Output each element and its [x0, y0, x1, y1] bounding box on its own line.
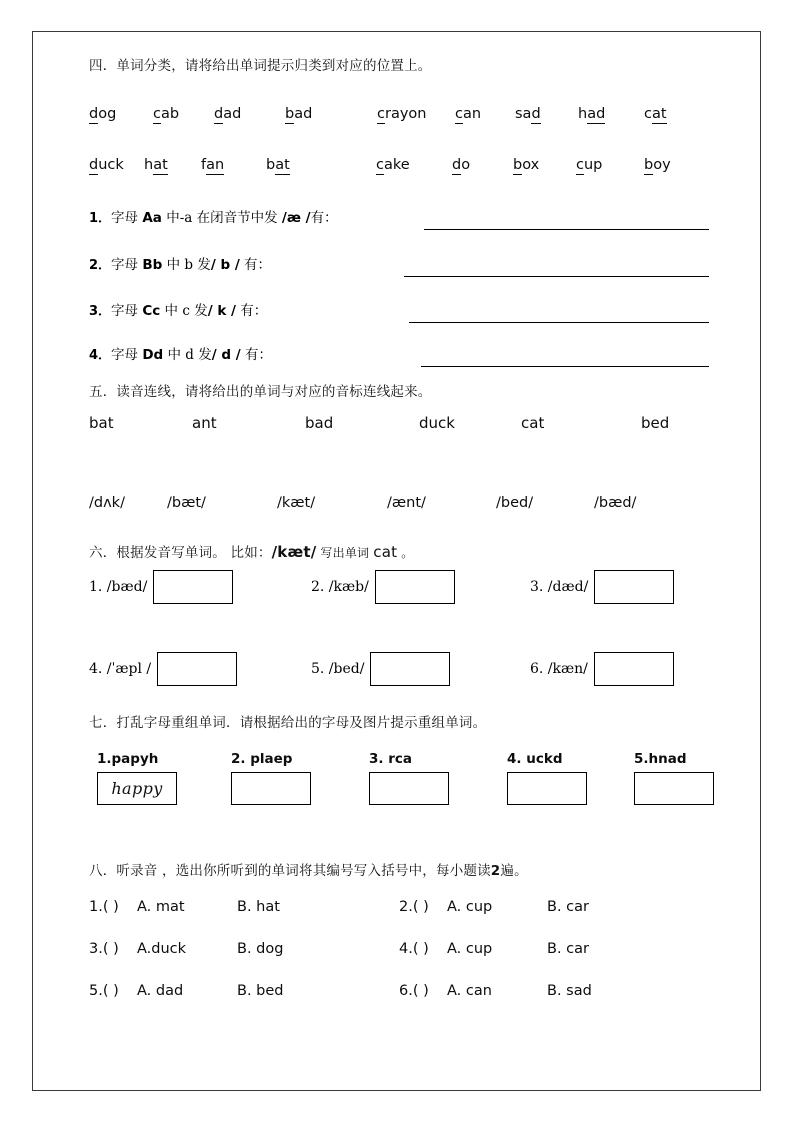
section-four-heading: 四．单词分类，请将给出单词提示归类到对应的位置上。 — [89, 58, 432, 74]
question-text-c: 有： — [240, 347, 272, 363]
phonetic-write-item — [530, 652, 674, 686]
listening-option-b[interactable]: B. car — [547, 899, 589, 915]
question-sound: /æ / — [281, 210, 311, 226]
question-line-1 — [89, 206, 709, 232]
question-number: 1． — [89, 211, 112, 226]
section-eight-heading-part-a: 八．听录音 ，选出你所听到的单词将其编号写入括号中，每小题读 — [89, 863, 491, 879]
question-number: 4． — [89, 348, 112, 363]
scrambled-word-item — [634, 751, 714, 805]
underlined-letters: d — [531, 106, 541, 122]
matching-phonetic[interactable]: /dʌk/ — [89, 495, 125, 511]
underlined-letters: c — [153, 106, 161, 122]
question-text-b: 中 d 发 — [163, 347, 212, 363]
question-sound: / d / — [211, 347, 241, 363]
section-six-heading — [89, 541, 413, 561]
answer-box[interactable] — [369, 772, 449, 805]
question-line-2 — [89, 253, 709, 279]
underlined-letters: d — [89, 106, 99, 122]
answer-box[interactable] — [507, 772, 587, 805]
listening-answer-blank[interactable]: 5.( ) — [89, 983, 119, 999]
scrambled-word-item — [369, 751, 449, 805]
phonetic-write-item — [311, 570, 455, 604]
underlined-letters: d — [214, 106, 224, 122]
section-seven-row — [89, 751, 709, 821]
question-prompt — [89, 343, 272, 363]
answer-box[interactable] — [370, 652, 450, 686]
question-letters: Dd — [142, 347, 164, 363]
underlined-letters: d — [89, 157, 99, 173]
phonetic-label: 3. /dæd/ — [530, 579, 589, 595]
listening-row-1 — [89, 899, 709, 925]
section-six-row-2 — [89, 652, 709, 692]
section-eight-heading-part-b: 遍。 — [500, 863, 528, 879]
answer-box[interactable] — [375, 570, 455, 604]
answer-rule-line[interactable] — [409, 322, 709, 323]
phonetic-label: 6. /kæn/ — [530, 661, 588, 677]
word-bank-item: cat — [644, 106, 667, 122]
word-bank-item: had — [578, 106, 606, 122]
worksheet-page-border — [32, 31, 761, 1091]
answer-box[interactable] — [157, 652, 237, 686]
section-six-heading-part-b: 写出单词 — [316, 546, 374, 560]
word-bank-item: dog — [89, 106, 117, 122]
matching-phonetic[interactable]: /bæt/ — [167, 495, 206, 511]
question-number: 2． — [89, 258, 112, 273]
matching-word[interactable]: cat — [521, 414, 545, 432]
underlined-letters: c — [377, 106, 385, 122]
question-text-b: 中 b 发 — [162, 257, 211, 273]
answer-box[interactable] — [594, 652, 674, 686]
phonetic-label: 4. /ˈæpl / — [89, 661, 152, 677]
question-text-a: 字母 — [111, 347, 143, 363]
scrambled-letters-label: 1.papyh — [97, 751, 159, 767]
underlined-letters: at — [275, 157, 290, 173]
answer-box[interactable] — [594, 570, 674, 604]
word-bank-item: cab — [153, 106, 180, 122]
section-seven-heading: 七．打乱字母重组单词．请根据给出的字母及图片提示重组单词。 — [89, 715, 487, 731]
question-prompt — [89, 253, 271, 273]
question-letters: Bb — [142, 257, 163, 273]
word-bank-item: bad — [285, 106, 313, 122]
scrambled-letters-label: 4. uckd — [507, 751, 563, 767]
handwritten-answer: happy — [111, 779, 163, 798]
scrambled-letters-label: 5.hnad — [634, 751, 687, 767]
answer-rule-line[interactable] — [424, 229, 709, 230]
section-eight-repeat-count: 2 — [490, 863, 501, 879]
scrambled-letters-label: 2. plaep — [231, 751, 293, 767]
word-bank-item: cup — [576, 157, 603, 173]
scrambled-word-item — [231, 751, 311, 805]
question-text-b: 中 c 发 — [160, 303, 208, 319]
word-bank-item: crayon — [377, 106, 427, 122]
listening-option-b[interactable]: B. bed — [237, 983, 284, 999]
phonetic-write-item — [89, 652, 237, 686]
word-bank-item: dad — [214, 106, 242, 122]
listening-option-a[interactable]: A. cup — [447, 941, 493, 957]
section-six-example-word: cat — [373, 543, 398, 561]
listening-row-2 — [89, 941, 709, 967]
listening-answer-blank[interactable]: 3.( ) — [89, 941, 119, 957]
word-bank-item: fan — [201, 157, 225, 173]
matching-word[interactable]: bat — [89, 414, 114, 432]
matching-phonetic[interactable]: /kæt/ — [277, 495, 316, 511]
word-bank-item: duck — [89, 157, 124, 173]
underlined-letters: b — [285, 106, 295, 122]
question-sound: / k / — [207, 303, 236, 319]
phonetic-label: 2. /kæb/ — [311, 579, 369, 595]
listening-option-b[interactable]: B. dog — [237, 941, 284, 957]
scrambled-word-item — [97, 751, 177, 805]
underlined-letters: c — [455, 106, 463, 122]
listening-option-a[interactable]: A. can — [447, 983, 492, 999]
question-prompt — [89, 206, 338, 226]
answer-box[interactable] — [231, 772, 311, 805]
underlined-letters: b — [644, 157, 654, 173]
answer-box[interactable] — [153, 570, 233, 604]
underlined-letters: an — [206, 157, 225, 173]
matching-phonetic[interactable]: /ænt/ — [387, 495, 426, 511]
question-text-c: 有： — [239, 257, 272, 273]
question-line-3 — [89, 299, 709, 325]
question-prompt — [89, 299, 267, 319]
section-six-example-phonetic: /kæt/ — [271, 543, 317, 561]
phonetic-write-item — [311, 652, 450, 686]
listening-option-b[interactable]: B. hat — [237, 899, 280, 915]
underlined-letters: at — [651, 106, 667, 122]
section-six-heading-part-c: 。 — [397, 546, 414, 560]
section-five-words-row — [89, 414, 709, 438]
answer-rule-line[interactable] — [404, 276, 709, 277]
question-line-4 — [89, 343, 709, 369]
listening-row-3 — [89, 983, 709, 1009]
word-bank-item: box — [513, 157, 540, 173]
scrambled-letters-label: 3. rca — [369, 751, 412, 767]
matching-word[interactable]: duck — [419, 414, 455, 432]
listening-answer-blank[interactable]: 2.( ) — [399, 899, 429, 915]
question-number: 3． — [89, 304, 112, 319]
question-text-a: 字母 — [111, 257, 143, 273]
section-eight-heading — [89, 859, 528, 879]
matching-word[interactable]: bad — [305, 414, 334, 432]
underlined-letters: at — [153, 157, 168, 173]
question-letters: Cc — [142, 303, 161, 319]
word-bank-item: do — [452, 157, 471, 173]
word-bank-item: hat — [144, 157, 168, 173]
listening-option-b[interactable]: B. car — [547, 941, 589, 957]
phonetic-label: 5. /bed/ — [311, 661, 365, 677]
section-five-heading: 五．读音连线，请将给出的单词与对应的音标连线起来。 — [89, 384, 432, 400]
question-letters: Aa — [142, 210, 162, 226]
matching-word[interactable]: ant — [192, 414, 217, 432]
underlined-letters: b — [513, 157, 523, 173]
word-bank-item: bat — [266, 157, 290, 173]
word-bank-item: cake — [376, 157, 410, 173]
word-bank-item: can — [455, 106, 482, 122]
question-text-a: 字母 — [111, 210, 143, 226]
word-bank-item: boy — [644, 157, 671, 173]
section-six-row-1 — [89, 570, 709, 610]
listening-option-a[interactable]: A.duck — [137, 941, 187, 957]
phonetic-label: 1. /bæd/ — [89, 579, 148, 595]
phonetic-write-item — [530, 570, 674, 604]
answer-box[interactable] — [634, 772, 714, 805]
answer-box[interactable] — [97, 772, 177, 805]
underlined-letters: ad — [587, 106, 606, 122]
answer-rule-line[interactable] — [421, 366, 709, 367]
question-text-c: 有： — [310, 210, 338, 226]
matching-phonetic[interactable]: /bæd/ — [594, 495, 637, 511]
matching-phonetic[interactable]: /bed/ — [496, 495, 534, 511]
section-five-phonetics-row — [89, 495, 709, 519]
listening-answer-blank[interactable]: 6.( ) — [399, 983, 429, 999]
section-six-heading-part-a: 六．根据发音写单词。 比如： — [89, 545, 272, 561]
listening-answer-blank[interactable]: 4.( ) — [399, 941, 429, 957]
scrambled-word-item — [507, 751, 587, 805]
underlined-letters: d — [452, 157, 462, 173]
question-sound: / b / — [210, 257, 240, 273]
listening-option-a[interactable]: A. mat — [137, 899, 185, 915]
word-bank-item: sad — [515, 106, 541, 122]
question-text-c: 有： — [235, 303, 268, 319]
matching-word[interactable]: bed — [641, 414, 670, 432]
phonetic-write-item — [89, 570, 233, 604]
underlined-letters: c — [576, 157, 584, 173]
question-text-a: 字母 — [111, 303, 143, 319]
listening-option-a[interactable]: A. dad — [137, 983, 184, 999]
underlined-letters: c — [376, 157, 384, 173]
listening-option-b[interactable]: B. sad — [547, 983, 592, 999]
question-text-b: 中-a 在闭音节中发 — [161, 210, 282, 226]
listening-answer-blank[interactable]: 1.( ) — [89, 899, 119, 915]
listening-option-a[interactable]: A. cup — [447, 899, 493, 915]
